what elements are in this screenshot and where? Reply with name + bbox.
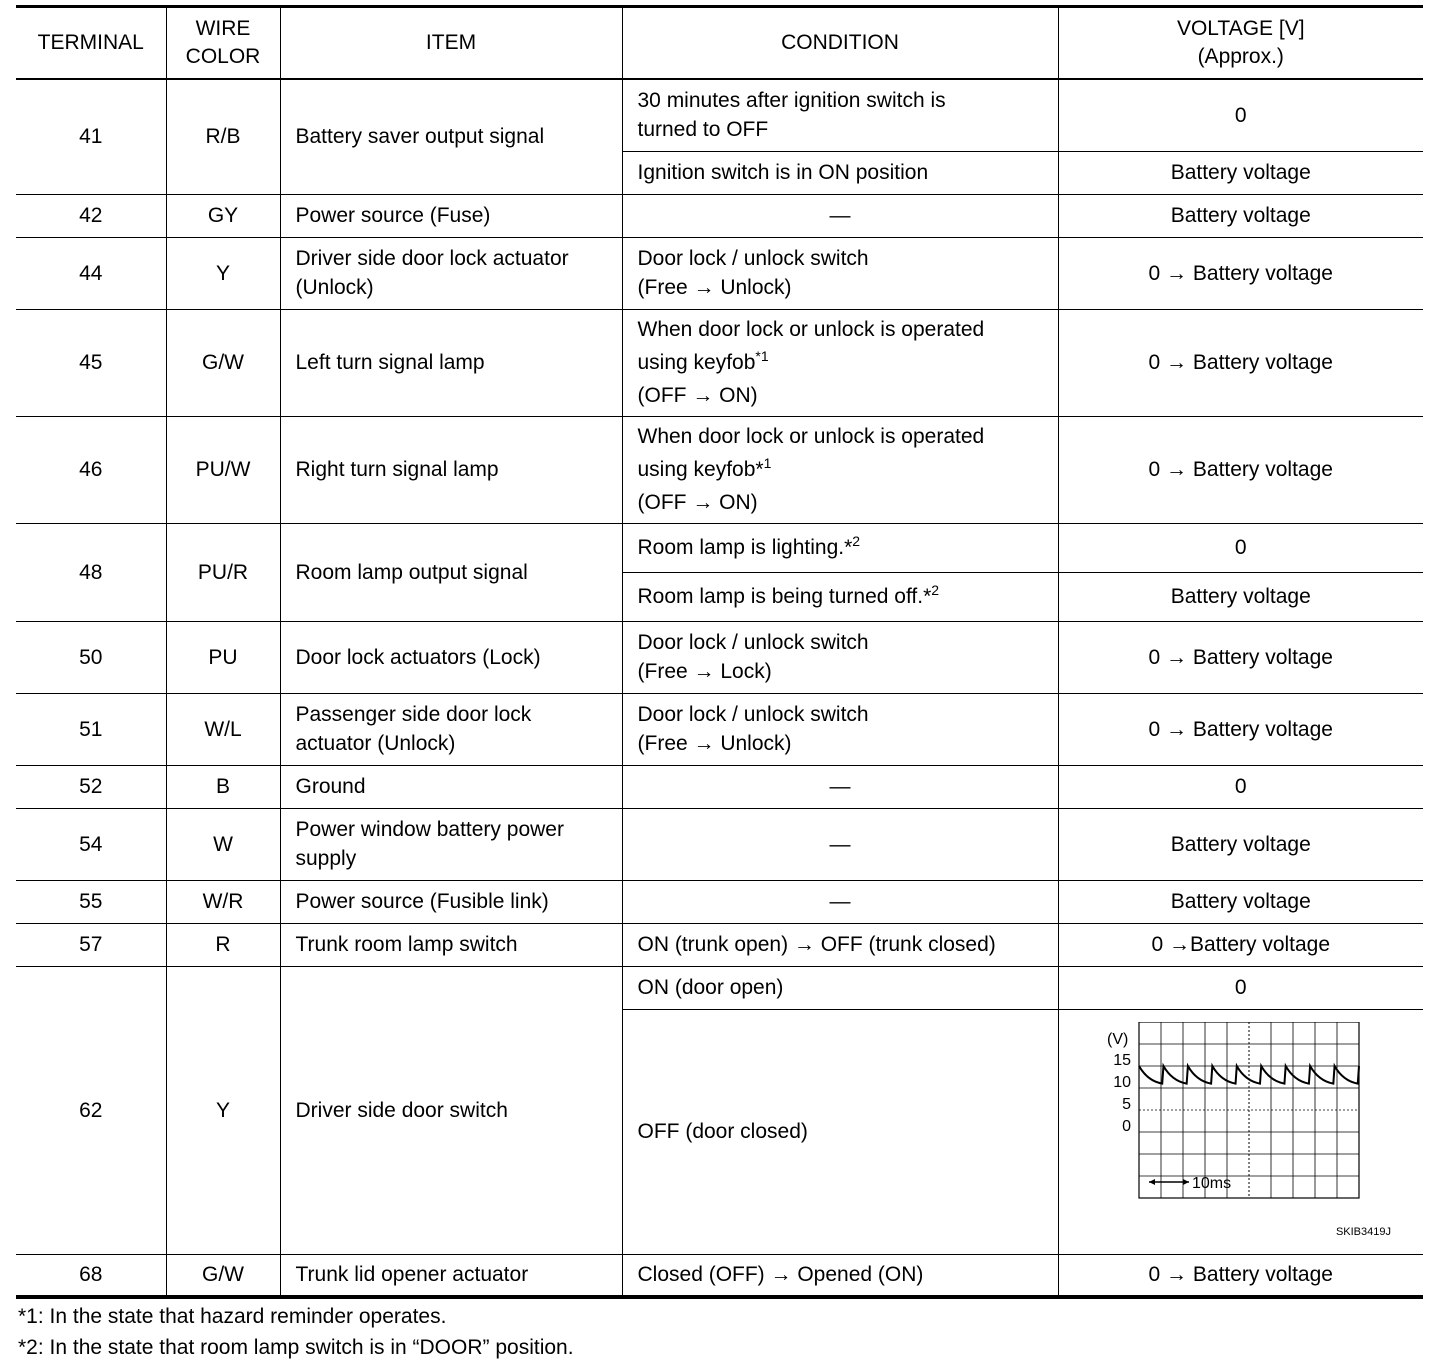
- y-tick-10: 10: [1112, 1073, 1131, 1091]
- oscilloscope-figure: [1058, 1009, 1423, 1254]
- table-row: [16, 923, 1423, 966]
- condition-cell: Closed (OFF) → Opened (ON): [622, 1254, 1058, 1297]
- figure-id: SKIB3419J: [1335, 1225, 1391, 1238]
- voltage-cell: 0 → Battery voltage: [1058, 621, 1423, 693]
- voltage-cell: Battery voltage: [1058, 194, 1423, 237]
- header-terminal: TERMINAL: [16, 7, 166, 80]
- item-cell: Power source (Fusible link): [280, 880, 622, 923]
- wire-color: Y: [166, 237, 280, 309]
- terminal-number: 44: [16, 237, 166, 309]
- wire-color: PU/R: [166, 523, 280, 621]
- voltage-cell: 0: [1058, 523, 1423, 572]
- terminal-number: 54: [16, 808, 166, 880]
- header-item: ITEM: [280, 7, 622, 80]
- wire-color: PU/W: [166, 416, 280, 523]
- table-row: [16, 79, 1423, 151]
- voltage-cell: Battery voltage: [1058, 151, 1423, 194]
- item-cell: Driver side door switch: [280, 966, 622, 1254]
- condition-cell: When door lock or unlock is operated using keyfob$^{*1}$ (OFF → ON): [622, 309, 1058, 416]
- item-cell: Power source (Fuse): [280, 194, 622, 237]
- table-row: [16, 1254, 1423, 1297]
- condition-cell: Door lock / unlock switch (Free → Unlock): [622, 693, 1058, 765]
- terminal-number: 51: [16, 693, 166, 765]
- condition-cell: —: [622, 765, 1058, 808]
- header-voltage: VOLTAGE [V] (Approx.): [1058, 7, 1423, 80]
- wire-color: W/L: [166, 693, 280, 765]
- item-cell: Power window battery power supply: [280, 808, 622, 880]
- scope-grid: [1139, 1022, 1359, 1198]
- item-cell: Ground: [280, 765, 622, 808]
- table-row: [16, 621, 1423, 693]
- item-cell: Passenger side door lock actuator (Unlock): [280, 693, 622, 765]
- voltage-cell: 0 → Battery voltage: [1058, 237, 1423, 309]
- condition-cell: —: [622, 808, 1058, 880]
- footnote-2: *2: In the state that room lamp switch is in “DOOR” position.: [18, 1336, 574, 1359]
- terminal-number: 45: [16, 309, 166, 416]
- terminal-table: [16, 5, 1423, 1299]
- scope-unit-label: (V): [1106, 1030, 1128, 1048]
- voltage-cell: Battery voltage: [1058, 808, 1423, 880]
- voltage-cell: Battery voltage: [1058, 880, 1423, 923]
- y-tick-5: 5: [1121, 1095, 1131, 1113]
- wire-color: R: [166, 923, 280, 966]
- condition-cell: Ignition switch is in ON position: [622, 151, 1058, 194]
- footnote-1: *1: In the state that hazard reminder operates.: [18, 1305, 447, 1328]
- voltage-cell: 0 → Battery voltage: [1058, 1254, 1423, 1297]
- condition-cell: When door lock or unlock is operated using keyfob*$^1$ (OFF → ON): [622, 416, 1058, 523]
- condition-cell: —: [622, 194, 1058, 237]
- table-row: [16, 237, 1423, 309]
- wire-color: PU: [166, 621, 280, 693]
- terminal-number: 46: [16, 416, 166, 523]
- terminal-number: 57: [16, 923, 166, 966]
- condition-cell: Room lamp is lighting.*$^2$: [622, 523, 1058, 572]
- condition-cell: ON (door open): [622, 966, 1058, 1009]
- table-row: [16, 523, 1423, 572]
- voltage-cell: 0 → Battery voltage: [1058, 309, 1423, 416]
- table-row: [16, 194, 1423, 237]
- item-cell: Door lock actuators (Lock): [280, 621, 622, 693]
- time-scale-marker: [1149, 1179, 1189, 1185]
- item-cell: Trunk lid opener actuator: [280, 1254, 622, 1297]
- header-wire-color: WIRE COLOR: [166, 7, 280, 80]
- voltage-cell: 0 → Battery voltage: [1058, 416, 1423, 523]
- condition-cell: Door lock / unlock switch (Free → Lock): [622, 621, 1058, 693]
- condition-cell: ON (trunk open) → OFF (trunk closed): [622, 923, 1058, 966]
- table-row: [16, 808, 1423, 880]
- condition-cell: 30 minutes after ignition switch is turned to OFF: [622, 79, 1058, 151]
- terminal-number: 41: [16, 79, 166, 194]
- y-tick-15: 15: [1112, 1051, 1131, 1069]
- table-row: [16, 416, 1423, 523]
- voltage-cell: Battery voltage: [1058, 572, 1423, 621]
- wire-color: W/R: [166, 880, 280, 923]
- wire-color: R/B: [166, 79, 280, 194]
- terminal-number: 62: [16, 966, 166, 1254]
- condition-cell: Door lock / unlock switch (Free → Unlock): [622, 237, 1058, 309]
- terminal-number: 42: [16, 194, 166, 237]
- voltage-cell: 0: [1058, 79, 1423, 151]
- table-row: [16, 966, 1423, 1009]
- voltage-cell: 0 →Battery voltage: [1058, 923, 1423, 966]
- terminal-number: 52: [16, 765, 166, 808]
- wire-color: G/W: [166, 1254, 280, 1297]
- table-row: [16, 880, 1423, 923]
- voltage-cell: 0: [1058, 966, 1423, 1009]
- terminal-number: 68: [16, 1254, 166, 1297]
- item-cell: Driver side door lock actuator (Unlock): [280, 237, 622, 309]
- condition-cell: —: [622, 880, 1058, 923]
- table-row: [16, 693, 1423, 765]
- wire-color: W: [166, 808, 280, 880]
- wire-color: B: [166, 765, 280, 808]
- oscilloscope-chart: [1099, 1022, 1399, 1242]
- item-cell: Battery saver output signal: [280, 79, 622, 194]
- header-row: [16, 7, 1423, 80]
- condition-cell: OFF (door closed): [622, 1009, 1058, 1254]
- wire-color: GY: [166, 194, 280, 237]
- item-cell: Right turn signal lamp: [280, 416, 622, 523]
- item-cell: Room lamp output signal: [280, 523, 622, 621]
- terminal-number: 48: [16, 523, 166, 621]
- header-condition: CONDITION: [622, 7, 1058, 80]
- item-cell: Left turn signal lamp: [280, 309, 622, 416]
- y-tick-0: 0: [1121, 1117, 1131, 1135]
- table-row: [16, 765, 1423, 808]
- table-row: [16, 309, 1423, 416]
- item-cell: Trunk room lamp switch: [280, 923, 622, 966]
- wire-color: Y: [166, 966, 280, 1254]
- terminal-number: 55: [16, 880, 166, 923]
- wire-color: G/W: [166, 309, 280, 416]
- voltage-cell: 0 → Battery voltage: [1058, 693, 1423, 765]
- voltage-cell: 0: [1058, 765, 1423, 808]
- terminal-number: 50: [16, 621, 166, 693]
- time-scale-label: 10ms: [1191, 1174, 1231, 1192]
- condition-cell: Room lamp is being turned off.*$^2$: [622, 572, 1058, 621]
